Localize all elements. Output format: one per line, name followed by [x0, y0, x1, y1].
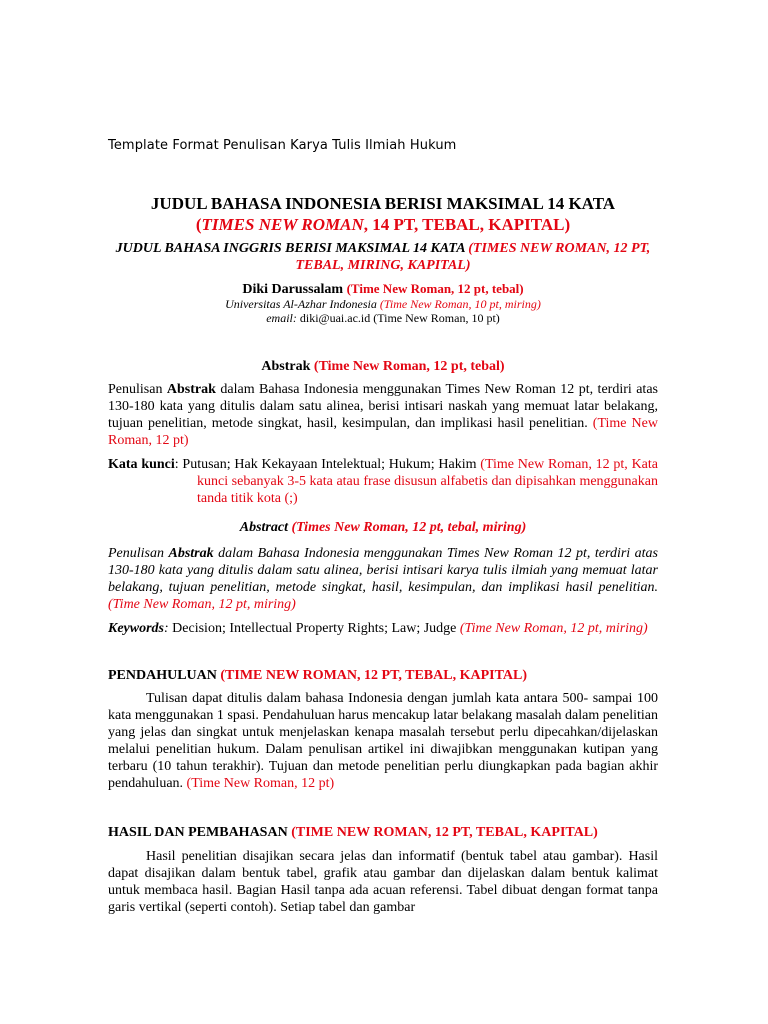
title-indonesian — [108, 193, 658, 235]
author-line — [108, 280, 658, 298]
title-english-text: JUDUL BAHASA INGGRIS BERISI MAKSIMAL 14 KATA — [115, 241, 469, 256]
email-line — [108, 311, 658, 325]
keywords: Keywords: Decision; Intellectual Property Rights; Law; Judge (Time New Roman, 12 pt, miring) — [108, 621, 648, 636]
running-head: Template Format Penulisan Karya Tulis Ilmiah Hukum — [108, 138, 457, 153]
abstract-heading: Abstract (Times New Roman, 12 pt, tebal, miring) — [239, 520, 527, 535]
abstract-body: Penulisan Abstrak dalam Bahasa Indonesia menggunakan Times New Roman 12 pt, terdiri atas 130-180 kata yang ditulis dalam satu alinea, berisi intisari karya tulis ilmiah yang memuat latar belakang, tujuan penelitian, metode singkat, hasil, kesimpulan, dan implikasi hasil penelitian. (Time New Roman, 12 pt, miring) — [108, 546, 659, 612]
abstract-heading-note: (Times New Roman, 12 pt, tebal, miring) — [291, 520, 527, 535]
affiliation-text: Universitas Al-Azhar Indonesia — [225, 297, 380, 311]
abstrak-body-note: (Time New Roman, 12 pt) — [108, 416, 658, 448]
title-english-note: (TIMES NEW ROMAN, 12 PT, TEBAL, MIRING, KAPITAL) — [295, 241, 651, 273]
title-english — [108, 240, 658, 274]
affiliation-note: (Time New Roman, 10 pt, miring) — [379, 297, 541, 311]
author-note: (Time New Roman, 12 pt, tebal) — [346, 281, 524, 296]
hasil-body: Hasil penelitian disajikan secara jelas dan informatif (bentuk tabel atau gambar). Hasil dapat disajikan dalam bentuk tabel, grafik atau gambar dan dijelaskan dalam bentuk kalimat untuk membaca hasil. Bagian Hasil tanpa ada acuan referensi. Tabel dibuat dengan format tanpa garis vertikal (seperti contoh). Setiap tabel dan gambar — [108, 849, 658, 915]
abstract-body-note: (Time New Roman, 12 pt, miring) — [108, 597, 296, 612]
affiliation-line — [108, 297, 658, 311]
email-value: diki@uai.ac.id — [296, 311, 371, 325]
keywords-note: (Time New Roman, 12 pt, miring) — [459, 621, 648, 636]
pendahuluan-body-note: (Time New Roman, 12 pt) — [186, 776, 335, 791]
kata-kunci-label: Kata kunci — [108, 457, 175, 472]
hasil-heading: HASIL DAN PEMBAHASAN (TIME NEW ROMAN, 12 PT, TEBAL, KAPITAL) — [108, 825, 598, 840]
email-note: (Time New Roman, 10 pt) — [370, 311, 500, 325]
keywords-label: Keywords — [108, 621, 164, 636]
pendahuluan-body: Tulisan dapat ditulis dalam bahasa Indonesia dengan jumlah kata antara 500- sampai 100 kata menggunakan 1 spasi. Pendahuluan harus mencakup latar belakang masalah dalam penelitian yang jelas dan singkat untuk menjelaskan kenapa masalah tersebut perlu dipecahkan/dijelaskan melalui penelitian hukum. Dalam penulisan artikel ini diwajibkan menggunakan kutipan yang terbaru (10 tahun terakhir). Tujuan dan metode penelitian perlu diungkapkan pada bagian akhir pendahuluan. (Time New Roman, 12 pt) — [108, 691, 658, 791]
kata-kunci-note: (Time New Roman, 12 pt, Kata kunci sebanyak 3-5 kata atau frase disusun alfabetis dan dipisahkan menggunakan tanda titik kota (;) — [197, 457, 658, 506]
kata-kunci — [108, 456, 658, 507]
abstrak-heading: Abstrak (Time New Roman, 12 pt, tebal) — [261, 359, 505, 374]
hasil-heading-note: (TIME NEW ROMAN, 12 PT, TEBAL, KAPITAL) — [291, 825, 598, 840]
keywords-values: Decision; Intellectual Property Rights; Law; Judge — [168, 621, 460, 636]
abstrak-body: Penulisan Abstrak dalam Bahasa Indonesia menggunakan Times New Roman 12 pt, terdiri atas 130-180 kata yang ditulis dalam satu alinea, berisi intisari naskah yang memuat latar belakang, tujuan penelitian, metode singkat, hasil, kesimpulan, dan implikasi hasil penelitian. (Time New Roman, 12 pt) — [108, 382, 658, 448]
email-label: email: — [266, 311, 297, 325]
author-name: Diki Darussalam — [242, 282, 347, 297]
pendahuluan-heading: PENDAHULUAN (TIME NEW ROMAN, 12 PT, TEBAL, KAPITAL) — [108, 668, 527, 683]
kata-kunci-values: : Putusan; Hak Kekayaan Intelektual; Hukum; Hakim — [174, 457, 481, 472]
pendahuluan-heading-note: (TIME NEW ROMAN, 12 PT, TEBAL, KAPITAL) — [220, 668, 527, 683]
abstrak-heading-note: (Time New Roman, 12 pt, tebal) — [313, 359, 505, 374]
title-indonesian-text: JUDUL BAHASA INDONESIA BERISI MAKSIMAL 14 KATA — [150, 194, 616, 213]
title-indonesian-note: (TIMES NEW ROMAN, 14 PT, TEBAL, KAPITAL) — [195, 215, 571, 234]
